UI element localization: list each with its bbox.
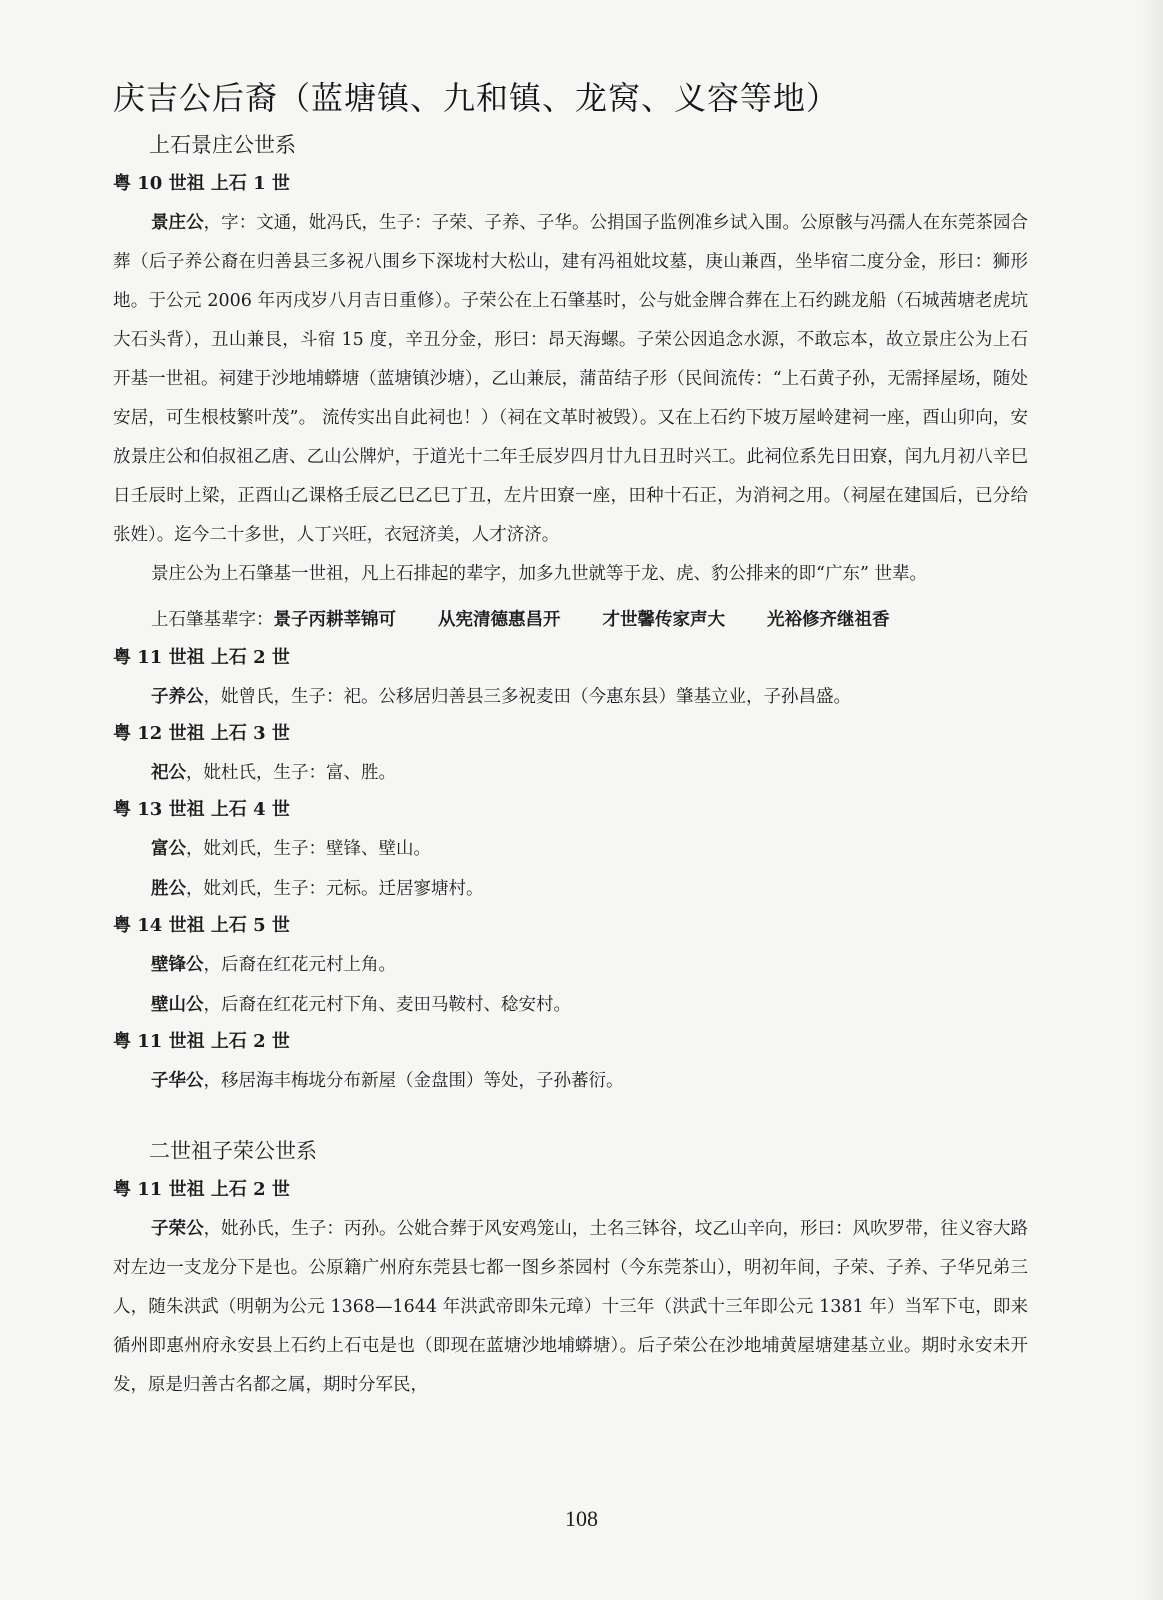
generation-heading: 粤 14 世祖 上石 5 世	[113, 915, 290, 936]
generation-names-group: 从宪清德惠昌开	[438, 610, 561, 630]
page-content	[113, 78, 1028, 1405]
section-heading: 二世祖子荣公世系	[149, 1139, 317, 1163]
generation-names-label: 上石肇基辈字：	[151, 610, 274, 630]
generation-heading: 粤 11 世祖 上石 2 世	[113, 647, 290, 668]
generation-names-group: 才世馨传家声大	[602, 610, 725, 630]
paragraph: 子荣公，妣孙氏，生子：丙孙。公妣合葬于风安鸡笼山，土名三钵谷，坟乙山辛向，形曰：风吹罗带，往义容大路对左边一支龙分下是也。公原籍广州府东莞县七都一图乡茶园村（今东莞茶山），明初年间，子荣、子养、子华兄弟三人，随朱洪武（明朝为公元 1368—1644 年洪武帝即朱元璋）十三年（洪武十三年即公元 1381 年）当军下屯，即来循州即惠州府永安县上石约上石屯是也（即现在蓝塘沙地埔蟒塘）。后子荣公在沙地埔黄屋塘建基立业。期时永安未开发，原是归善古名都之属，期时分军民，	[113, 1219, 1028, 1395]
paragraph: 景庄公为上石肇基一世祖，凡上石排起的辈字，加多九世就等于龙、虎、豹公排来的即“广东” 世辈。	[151, 564, 927, 584]
generation-names-group: 景子丙耕莘锦可	[273, 610, 396, 630]
entry-line: 祀公，妣杜氏，生子：富、胜。	[151, 763, 396, 783]
generation-names-line	[151, 600, 1028, 640]
paragraph: 景庄公，字：文通，妣冯氏，生子：子荣、子养、子华。公捐国子监例准乡试入围。公原骸与冯孺人在东莞茶园合葬（后子养公裔在归善县三多祝八围乡下深垅村大松山，建有冯祖妣坟墓，庚山兼酉，坐毕宿二度分金，形曰：狮形地。于公元 2006 年丙戌岁八月吉日重修）。子荣公在上石肇基时，公与妣金牌合葬在上石约跳龙船（石城茜塘老虎坑大石头背），丑山兼艮，斗宿 15 度，辛丑分金，形曰：昂天海螺。子荣公因追念水源，不敢忘本，故立景庄公为上石开基一世祖。祠建于沙地埔蟒塘（蓝塘镇沙塘），乙山兼辰，蒲苗结子形（民间流传：“上石黄子孙，无需择屋场，随处安居，可生根枝繁叶茂”。 流传实出自此祠也！）（祠在文革时被毁）。又在上石约下坡万屋岭建祠一座，酉山卯向，安放景庄公和伯叔祖乙唐、乙山公牌炉，于道光十二年壬辰岁四月廿九日丑时兴工。此祠位系先日田寮，闰九月初八辛巳日壬辰时上梁，正酉山乙课格壬辰乙巳乙巳丁丑，左片田寮一座，田种十石正，为消祠之用。（祠屋在建国后，已分给张姓）。迄今二十多世，人丁兴旺，衣冠济美，人才济济。	[113, 213, 1028, 545]
entry-line: 壁锋公，后裔在红花元村上角。	[151, 955, 396, 975]
entry-line: 胜公，妣刘氏，生子：元标。迁居寥塘村。	[151, 879, 484, 899]
generation-heading: 粤 11 世祖 上石 2 世	[113, 1179, 290, 1200]
page-title: 庆吉公后裔（蓝塘镇、九和镇、龙窝、义容等地）	[113, 79, 840, 117]
ancestor-name: 景庄公	[151, 213, 204, 233]
generation-names-group: 光裕修齐继祖香	[767, 610, 890, 630]
generation-heading: 粤 12 世祖 上石 3 世	[113, 723, 290, 744]
entry-line: 子养公，妣曾氏，生子：祀。公移居归善县三多祝麦田（今惠东县）肇基立业，子孙昌盛。	[151, 687, 851, 707]
entry-line: 子华公，移居海丰梅垅分布新屋（金盘围）等处，子孙蕃衍。	[151, 1071, 624, 1091]
generation-heading: 粤 10 世祖 上石 1 世	[113, 173, 290, 194]
entry-line: 壁山公，后裔在红花元村下角、麦田马鞍村、稔安村。	[151, 995, 571, 1015]
generation-heading: 粤 11 世祖 上石 2 世	[113, 1031, 290, 1052]
generation-heading: 粤 13 世祖 上石 4 世	[113, 799, 290, 820]
section-heading: 上石景庄公世系	[149, 133, 296, 157]
page-number: 108	[565, 1506, 598, 1531]
ancestor-name: 子荣公	[151, 1219, 204, 1239]
entry-line: 富公，妣刘氏，生子：壁锋、壁山。	[151, 839, 431, 859]
